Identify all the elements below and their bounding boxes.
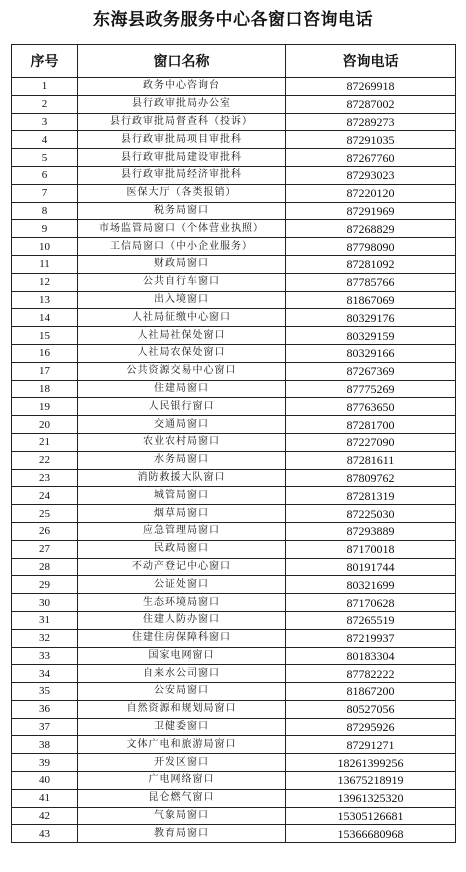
table-row (12, 291, 456, 309)
window-name: 人社局农保处窗口 (78, 344, 286, 362)
table-row (12, 220, 456, 238)
row-number: 14 (12, 309, 78, 327)
window-name: 应急管理局窗口 (78, 522, 286, 540)
table-row (12, 184, 456, 202)
table-row (12, 736, 456, 754)
row-number: 35 (12, 683, 78, 701)
table-row (12, 380, 456, 398)
row-number: 8 (12, 202, 78, 220)
header-phone: 咨询电话 (286, 45, 456, 78)
table-row (12, 505, 456, 523)
document-title: 东海县政务服务中心各窗口咨询电话 (93, 10, 373, 30)
table-row (12, 576, 456, 594)
window-name: 人社局征缴中心窗口 (78, 309, 286, 327)
table-row (12, 255, 456, 273)
phone-number: 80329176 (286, 309, 456, 327)
row-number: 36 (12, 700, 78, 718)
table-row (12, 825, 456, 843)
phone-number: 15305126681 (286, 807, 456, 825)
row-number: 37 (12, 718, 78, 736)
window-name: 财政局窗口 (78, 255, 286, 273)
table-row (12, 469, 456, 487)
table-row (12, 522, 456, 540)
phone-number: 87295926 (286, 718, 456, 736)
row-number: 15 (12, 327, 78, 345)
window-name: 农业农村局窗口 (78, 433, 286, 451)
phone-number: 87225030 (286, 505, 456, 523)
window-name: 不动产登记中心窗口 (78, 558, 286, 576)
window-name: 文体广电和旅游局窗口 (78, 736, 286, 754)
header-no: 序号 (12, 45, 78, 78)
table-row (12, 540, 456, 558)
table-row (12, 433, 456, 451)
window-name: 县行政审批局经济审批科 (78, 166, 286, 184)
phone-number: 15366680968 (286, 825, 456, 843)
window-name: 县行政审批局项目审批科 (78, 131, 286, 149)
row-number: 17 (12, 362, 78, 380)
table-row (12, 113, 456, 131)
row-number: 26 (12, 522, 78, 540)
row-number: 23 (12, 469, 78, 487)
header-window-name: 窗口名称 (78, 45, 286, 78)
phone-number: 80527056 (286, 700, 456, 718)
row-number: 41 (12, 789, 78, 807)
row-number: 19 (12, 398, 78, 416)
table-row (12, 149, 456, 167)
row-number: 31 (12, 611, 78, 629)
row-number: 9 (12, 220, 78, 238)
phone-number: 87785766 (286, 273, 456, 291)
row-number: 38 (12, 736, 78, 754)
window-name: 公共资源交易中心窗口 (78, 362, 286, 380)
phone-number: 87809762 (286, 469, 456, 487)
table-row (12, 131, 456, 149)
row-number: 24 (12, 487, 78, 505)
window-name: 人社局社保处窗口 (78, 327, 286, 345)
row-number: 27 (12, 540, 78, 558)
window-name: 政务中心咨询台 (78, 78, 286, 96)
phone-number: 87293889 (286, 522, 456, 540)
phone-number: 81867069 (286, 291, 456, 309)
window-name: 消防救援大队窗口 (78, 469, 286, 487)
window-name: 县行政审批局办公室 (78, 95, 286, 113)
row-number: 4 (12, 131, 78, 149)
row-number: 1 (12, 78, 78, 96)
window-name: 住建局窗口 (78, 380, 286, 398)
table-row (12, 451, 456, 469)
table-row (12, 683, 456, 701)
table-row (12, 327, 456, 345)
phone-number: 87268829 (286, 220, 456, 238)
row-number: 20 (12, 416, 78, 434)
row-number: 21 (12, 433, 78, 451)
table-row (12, 700, 456, 718)
window-name: 税务局窗口 (78, 202, 286, 220)
phone-number: 87170018 (286, 540, 456, 558)
window-name: 生态环境局窗口 (78, 594, 286, 612)
row-number: 12 (12, 273, 78, 291)
window-name: 公证处窗口 (78, 576, 286, 594)
table-row (12, 238, 456, 256)
table-row (12, 754, 456, 772)
phone-number: 87291035 (286, 131, 456, 149)
window-name: 市场监管局窗口（个体营业执照） (78, 220, 286, 238)
row-number: 2 (12, 95, 78, 113)
table-row (12, 78, 456, 96)
window-name: 国家电网窗口 (78, 647, 286, 665)
row-number: 13 (12, 291, 78, 309)
phone-number: 87293023 (286, 166, 456, 184)
phone-number: 80183304 (286, 647, 456, 665)
phone-number: 87289273 (286, 113, 456, 131)
row-number: 25 (12, 505, 78, 523)
table-row (12, 647, 456, 665)
phone-number: 13961325320 (286, 789, 456, 807)
window-name: 住建人防办窗口 (78, 611, 286, 629)
phone-number: 80329159 (286, 327, 456, 345)
row-number: 22 (12, 451, 78, 469)
row-number: 33 (12, 647, 78, 665)
phone-number: 87763650 (286, 398, 456, 416)
table-header-row (12, 45, 456, 78)
phone-number: 87227090 (286, 433, 456, 451)
row-number: 34 (12, 665, 78, 683)
window-name: 昆仑燃气窗口 (78, 789, 286, 807)
window-name: 开发区窗口 (78, 754, 286, 772)
phone-number: 87281611 (286, 451, 456, 469)
window-name: 县行政审批局督查科（投诉） (78, 113, 286, 131)
phone-number: 87291969 (286, 202, 456, 220)
table-row (12, 273, 456, 291)
row-number: 28 (12, 558, 78, 576)
table-row (12, 807, 456, 825)
phone-number: 87219937 (286, 629, 456, 647)
phone-number: 87267369 (286, 362, 456, 380)
window-name: 烟草局窗口 (78, 505, 286, 523)
window-name: 住建住房保障科窗口 (78, 629, 286, 647)
row-number: 3 (12, 113, 78, 131)
phone-number: 13675218919 (286, 772, 456, 790)
table-row (12, 558, 456, 576)
row-number: 42 (12, 807, 78, 825)
row-number: 29 (12, 576, 78, 594)
row-number: 39 (12, 754, 78, 772)
row-number: 10 (12, 238, 78, 256)
window-name: 自然资源和规划局窗口 (78, 700, 286, 718)
phone-number: 87798090 (286, 238, 456, 256)
table-row (12, 629, 456, 647)
table-row (12, 398, 456, 416)
table-row (12, 611, 456, 629)
table-row (12, 362, 456, 380)
phone-number: 87170628 (286, 594, 456, 612)
window-name: 气象局窗口 (78, 807, 286, 825)
row-number: 5 (12, 149, 78, 167)
window-name: 交通局窗口 (78, 416, 286, 434)
phone-directory-table (11, 44, 456, 843)
phone-number: 87281092 (286, 255, 456, 273)
table-row (12, 344, 456, 362)
phone-number: 87269918 (286, 78, 456, 96)
window-name: 教育局窗口 (78, 825, 286, 843)
phone-number: 87281700 (286, 416, 456, 434)
table-row (12, 718, 456, 736)
phone-number: 87775269 (286, 380, 456, 398)
phone-number: 87287002 (286, 95, 456, 113)
phone-number: 18261399256 (286, 754, 456, 772)
phone-number: 80329166 (286, 344, 456, 362)
table-row (12, 487, 456, 505)
row-number: 43 (12, 825, 78, 843)
row-number: 11 (12, 255, 78, 273)
window-name: 公安局窗口 (78, 683, 286, 701)
table-row (12, 594, 456, 612)
row-number: 40 (12, 772, 78, 790)
window-name: 广电网络窗口 (78, 772, 286, 790)
table-row (12, 95, 456, 113)
row-number: 7 (12, 184, 78, 202)
window-name: 工信局窗口（中小企业服务） (78, 238, 286, 256)
phone-number: 80321699 (286, 576, 456, 594)
window-name: 人民银行窗口 (78, 398, 286, 416)
phone-number: 87220120 (286, 184, 456, 202)
row-number: 16 (12, 344, 78, 362)
window-name: 民政局窗口 (78, 540, 286, 558)
table-row (12, 202, 456, 220)
row-number: 32 (12, 629, 78, 647)
window-name: 卫健委窗口 (78, 718, 286, 736)
table-row (12, 772, 456, 790)
window-name: 医保大厅（各类报销） (78, 184, 286, 202)
window-name: 自来水公司窗口 (78, 665, 286, 683)
window-name: 县行政审批局建设审批科 (78, 149, 286, 167)
row-number: 18 (12, 380, 78, 398)
phone-number: 87281319 (286, 487, 456, 505)
table-row (12, 416, 456, 434)
window-name: 城管局窗口 (78, 487, 286, 505)
phone-number: 87265519 (286, 611, 456, 629)
window-name: 水务局窗口 (78, 451, 286, 469)
table-row (12, 166, 456, 184)
window-name: 出入境窗口 (78, 291, 286, 309)
phone-number: 87291271 (286, 736, 456, 754)
phone-number: 81867200 (286, 683, 456, 701)
table-row (12, 789, 456, 807)
table-row (12, 665, 456, 683)
row-number: 30 (12, 594, 78, 612)
table-row (12, 309, 456, 327)
phone-number: 87782222 (286, 665, 456, 683)
window-name: 公共自行车窗口 (78, 273, 286, 291)
phone-number: 87267760 (286, 149, 456, 167)
row-number: 6 (12, 166, 78, 184)
phone-number: 80191744 (286, 558, 456, 576)
